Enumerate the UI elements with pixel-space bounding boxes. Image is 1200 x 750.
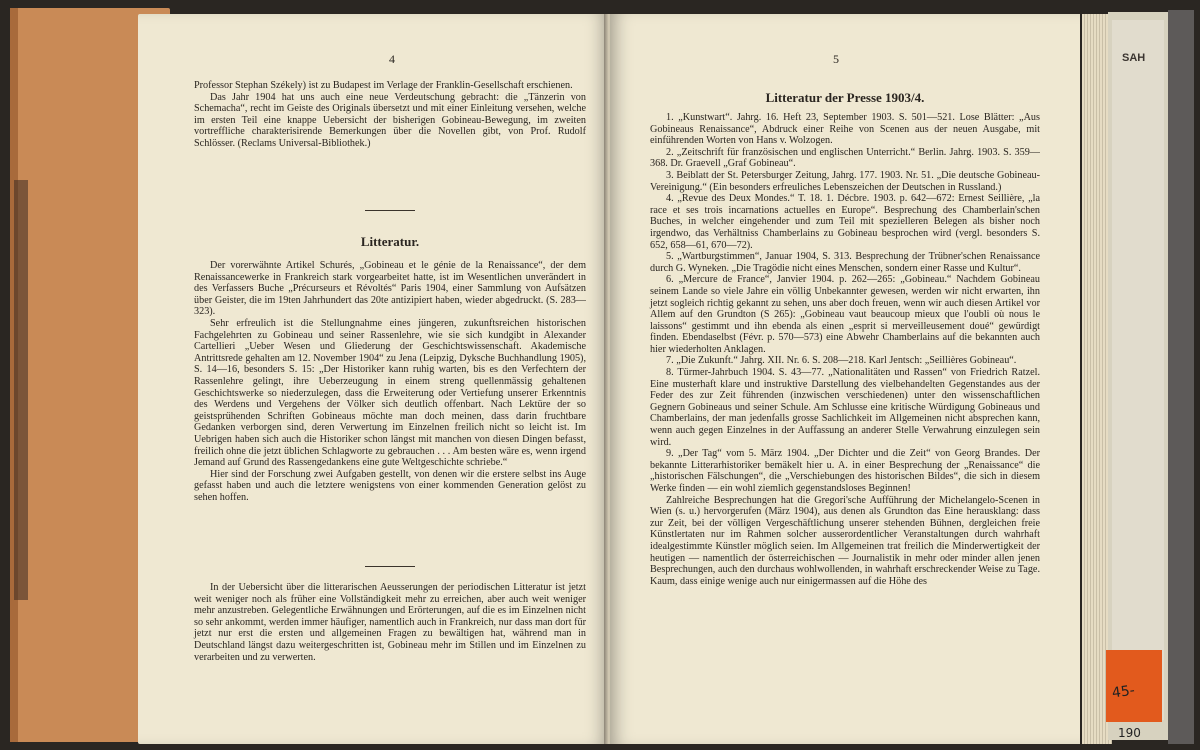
divider-bottom bbox=[194, 566, 586, 567]
entry-9: 9. „Der Tag“ vom 5. März 1904. „Der Dichter und die Zeit“ von Georg Brandes. Der bekannte Litterarhistoriker bemäkelt hier u. A. in einer Besprechung der „Renaissance“ die „historischen Fälschungen“, die „Verschiebungen des historischen Bildes“, die sich in diesem Werke finden — ein wohl ziemlich gegenstandsloses Beginnen! bbox=[650, 448, 1040, 494]
page-number-right: 5 bbox=[833, 52, 839, 66]
intro-paragraph-2: Das Jahr 1904 hat uns auch eine neue Verdeutschung gebracht: die „Tänzerin von Schemacha“, recht im Geiste des Originals übersetzt und mit einer Einleitung versehen, welche im ersten Teil eine knappe Uebersicht der bisherigen Gobineau-Bewegung, im zweiten vortreffliche charakterisirende Bemerkungen über die Novellen gibt, von Prof. Rudolf Schlösser. (Reclams Universal-Bibliothek.) bbox=[194, 91, 586, 149]
presse-heading-block bbox=[650, 92, 1040, 104]
cover-wear bbox=[14, 180, 28, 600]
presse-entries bbox=[650, 112, 1040, 587]
litteratur-heading: Litteratur. bbox=[360, 234, 420, 249]
entry-7: 7. „Die Zukunft.“ Jahrg. XII. Nr. 6. S. 208—218. Karl Jentsch: „Seillières Gobineau“. bbox=[666, 355, 1017, 367]
background-right bbox=[1168, 10, 1194, 744]
entry-1: 1. „Kunstwart“. Jahrg. 16. Heft 23, September 1903. S. 501—521. Lose Blätter: „Aus Gobineaus Renaissance“, Abdruck einer Reihe von Scenen aus der neuen Ausgabe, mit einführenden Worten von Hans v. Wolzogen. bbox=[650, 112, 1040, 147]
intro-text bbox=[194, 80, 586, 150]
lit-paragraph-2: Sehr erfreulich ist die Stellungnahme eines jüngeren, zukunftsreichen historischen Fachgelehrten zu Gobineau und seiner Rassenlehre, wie sie sich kundgibt in Alexander Cartellieri „Ueber Wesen und Gliederung der Geschichtswissenschaft. Akademische Antrittsrede gehalten am 12. November 1904“ zu Jena (Leipzig, Dyksche Buchhandlung 1905), S. 14—16, besonders S. 15: „Der Historiker kann ruhig warten, bis es den Verfechtern der Rassenlehre gelingt, ihre Ueberzeugung in einem streng quellenmässig gehaltenen Geschichtswerke so niederzulegen, dass die Erweiterung oder Vertiefung unserer Erkenntnis des Werdens und Vergehens der Völker sich deutlich offenbart. Nach Lektüre der so geistsprühenden Schriften Gobineaus möchte man doch meinen, dass darin fruchtbare Gedanken verborgen sind, deren Verwertung im Einzelnen freilich nicht so leicht ist. Im Uebrigen haben sich auch die Historiker schon längst mit manchen von diesen Dingen befasst, freilich ohne die jetzt üblichen Schlagworte zu gebrauchen . . . Am besten wäre es, wenn irgend Jemand auf Grund des Rassengedankens eine gute Weltgeschichte schriebe.“ bbox=[194, 317, 586, 469]
lit-paragraph-3: Hier sind der Forschung zwei Aufgaben gestellt, von denen wir die erstere selbst ins Auge gefasst haben und auch die letztere wenigstens von einer kommenden Generation gelöst zu sehen hoffen. bbox=[194, 468, 586, 503]
entry-8: 8. Türmer-Jahrbuch 1904. S. 43—77. „Nationalitäten und Rassen“ von Friedrich Ratzel. Eine musterhaft klare und instruktive Darstellung des vielbehandelten Gegenstandes aus der Feder des zur Zeit führenden (inzwischen verschiedenen) unter den wissenschaftlichen Gegnern Gobineaus und seiner Schule. Am Schlusse eine kritische Würdigung Gobineaus und Chamberlains, der man jedenfalls grosse Sachlichkeit im Allgemeinen nicht absprechen kann, wenn auch gegen Einzelnes in der Auffassung an anderer Stelle Verwahrung einzulegen sein wird. bbox=[650, 367, 1040, 448]
entry-3: 3. Beiblatt der St. Petersburger Zeitung, Jahrg. 177. 1903. Nr. 51. „Die deutsche Gobineau-Vereinigung.“ (Ein besonders erfreuliches Lebenszeichen der Deutschen in Russland.) bbox=[650, 169, 1040, 193]
entry-10: Zahlreiche Besprechungen hat die Gregori'sche Aufführung der Michelangelo-Scenen in Wien (s. u.) hervorgerufen (März 1904), aus denen als Grundton das Eine herausklang: dass zur Zeit, bei der völligen Vergeschäftlichung unserer stehenden Bühnen, dergleichen freie Künstlertaten nur im Rahmen solcher ausserordentlicher Veranstaltungen durch wahrhaft idealgestimmte Künstler möglich seien. Im Allgemeinen trat freilich die Minderwertigkeit der heutigen — namentlich der österreichischen — Journalistik in mehr oder minder allen jenen Besprechungen, auch den durchaus wohlwollenden, in wahrhaft erschreckender Weise zu Tage. Kaum, dass einige wenige auch nur einigermassen auf die Höhe des bbox=[650, 494, 1040, 587]
entry-2: 2. „Zeitschrift für französischen und englischen Unterricht.“ Berlin. Jahrg. 1903. S. 359—368. Dr. Graevell „Graf Gobineau“. bbox=[650, 146, 1040, 170]
litteratur-heading-block bbox=[194, 236, 586, 248]
entry-6: 6. „Mercure de France“, Janvier 1904. p. 262—265: „Gobineau.“ Nachdem Gobineau seinem Lande so viele Jahre ein völlig Unbekannter gewesen, werden wir nicht erwarten, ihn jetzt sogleich richtig gekannt zu sehen, uns aber doch freuen, wenn wir auch diesen Artikel vor Allem auf den Grundton (S 265): „Gobineau vaut beaucoup mieux que l'oubli où nous le laissons“ gestimmt und ihn ebenda als einen „esprit si merveilleusement doué“ gewürdigt finden. Ebendaselbst (Févr. p. 570—573) eine Abwehr Chamberlains auf die bekannten auch hier wiederholten Anklagen. bbox=[650, 274, 1040, 355]
entry-4: 4. „Revue des Deux Mondes.“ T. 18. 1. Décbre. 1903. p. 642—672: Ernest Seillière, „la race et ses trois incarnations actuelles en Europe“. Besprechung des Chamberlain'schen Buches, in welcher eingehender und zum Teil mit spezielleren Belegen als bisher noch irgendwo, das Verhältniss Chamberlains zu Gobineau besprochen wird (vergl. besonders S. 652, 658—61, 670—72). bbox=[650, 193, 1040, 251]
litteratur-text bbox=[194, 260, 586, 503]
page-number-left: 4 bbox=[389, 52, 395, 66]
intro-paragraph-1: Professor Stephan Székely) ist zu Budapest im Verlage der Franklin-Gesellschaft erschienen. bbox=[194, 80, 573, 91]
back-cover-strip bbox=[1112, 20, 1164, 720]
closing-paragraph: In der Uebersicht über die litterarischen Aeusserungen der periodischen Litteratur ist jetzt weit weniger noch als früher eine Vollständigkeit mehr zu erreichen, aber auch weit weniger mehr anzustreben. Gelegentliche Erwähnungen und Erörterungen, auf die es im Einzelnen nicht so sehr ankommt, werden immer häufiger, namentlich auch in Frankreich, nur dass man dort für jetzt nur erst die ersten und allgemeinen Fragen zu bewältigen hat, während man in Deutschland längst dazu weitergeschritten ist, Gobineau mehr im Stillen und im Einzelnen zu verarbeiten und zu verwerten. bbox=[194, 582, 586, 663]
catalog-tab-label: SAH bbox=[1122, 52, 1146, 64]
lit-paragraph-1: Der vorerwähnte Artikel Schurés, „Gobineau et le génie de la Renaissance“, der dem Renaissancewerke in Frankreich stark vorgearbeitet hatte, ist im Wesentlichen unverändert in des Verfassers Buche „Précurseurs et Révoltés“ Paris 1904, einer Sammlung von Aufsätzen über Geister, die im 19ten Jahrhundert das 20te antizipiert haben, wieder abgedruckt. (S. 283—323). bbox=[194, 260, 586, 318]
right-page bbox=[610, 14, 1080, 744]
handwritten-note-bottom: 190 bbox=[1118, 726, 1141, 740]
left-page bbox=[138, 14, 608, 744]
presse-heading: Litteratur der Presse 1903/4. bbox=[765, 90, 925, 105]
handwritten-note: 45- bbox=[1110, 682, 1136, 702]
entry-5: 5. „Wartburgstimmen“, Januar 1904, S. 313. Besprechung der Trübner'schen Renaissance durch G. Wyneken. „Die Tragödie nicht eines Menschen, sondern einer Rasse und Kultur“. bbox=[650, 251, 1040, 274]
divider-top bbox=[194, 210, 586, 211]
closing-text bbox=[194, 582, 586, 663]
